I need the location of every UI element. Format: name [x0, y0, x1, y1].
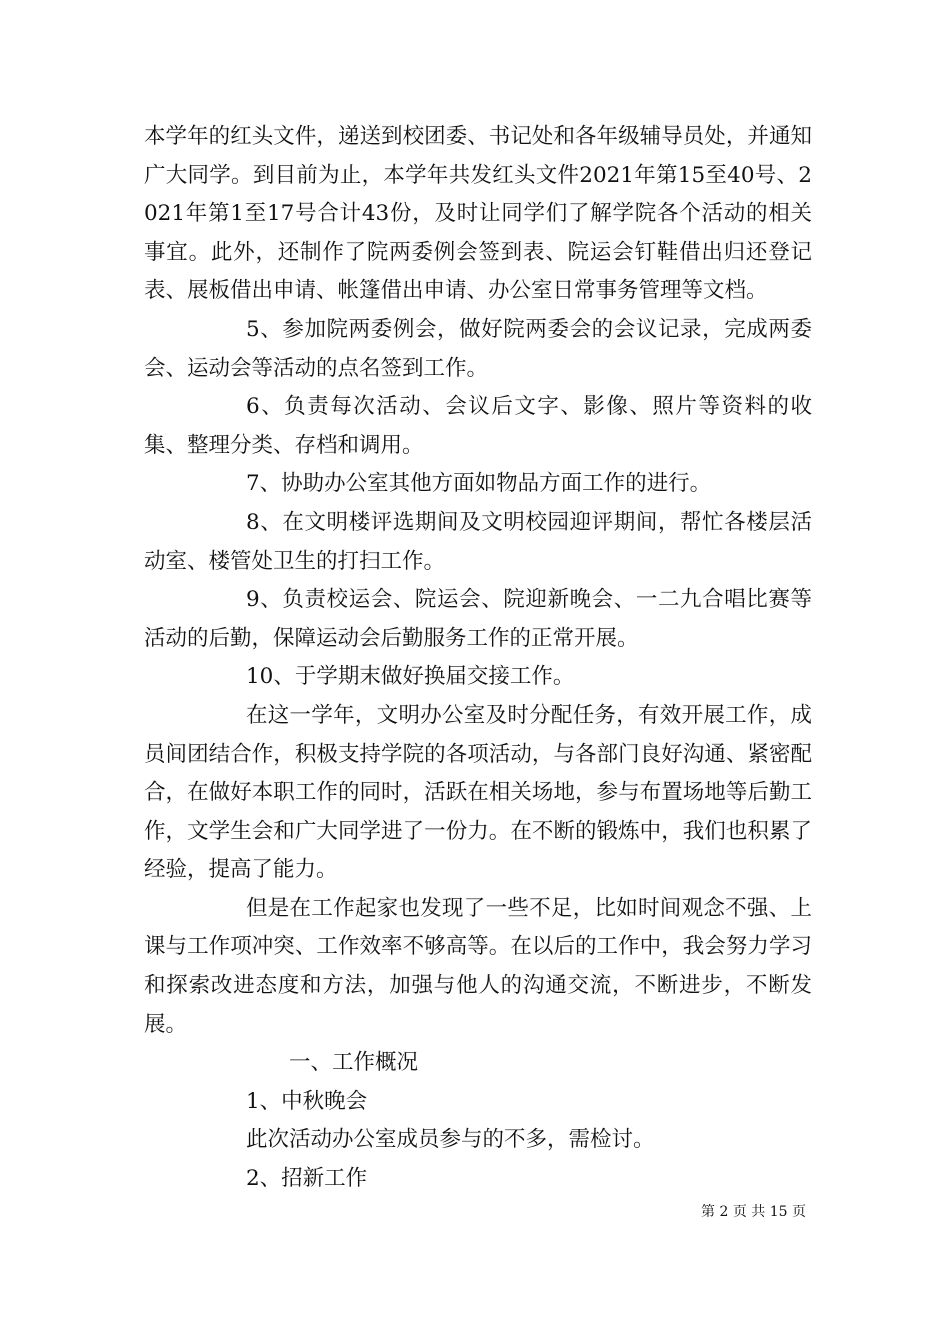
paragraph-shortcomings: 但是在工作起家也发现了一些不足，比如时间观念不强、上课与工作项冲突、工作效率不够高等。在以后的工作中，我会努力学习和探索改进态度和方法，加强与他人的沟通交流，不断进步，不断发展。 — [144, 895, 812, 1037]
paragraph-summary: 在这一学年，文明办公室及时分配任务，有效开展工作，成员间团结合作，积极支持学院的各项活动，与各部门良好沟通、紧密配合，在做好本职工作的同时，活跃在相关场地，参与布置场地等后勤工作，文学生会和广大同学进了一份力。在不断的锻炼中，我们也积累了经验，提高了能力。 — [144, 702, 812, 883]
paragraph-item-6: 6、负责每次活动、会议后文字、影像、照片等资料的收集、整理分类、存档和调用。 — [144, 394, 812, 458]
paragraph-continuation: 本学年的红头文件，递送到校团委、书记处和各年级辅导员处，并通知广大同学。到目前为止，本学年共发红头文件2021年第15至40号、2021年第1至17号合计43份，及时让同学们了解学院各个活动的相关事宜。此外，还制作了院两委例会签到表、院运会钉鞋借出归还登记表、展板借出申请、帐篷借出申请、办公室日常事务管理等文档。 — [144, 124, 812, 304]
section-heading-overview: 一、工作概况 — [289, 1050, 419, 1076]
subheading-recruitment: 2、招新工作 — [246, 1166, 368, 1192]
paragraph-item-10: 10、于学期末做好换届交接工作。 — [246, 664, 575, 690]
paragraph-mid-autumn-note: 此次活动办公室成员参与的不多，需检讨。 — [246, 1127, 655, 1153]
paragraph-item-7: 7、协助办公室其他方面如物品方面工作的进行。 — [246, 471, 712, 497]
document-body — [144, 118, 812, 1199]
paragraph-item-8: 8、在文明楼评选期间及文明校园迎评期间，帮忙各楼层活动室、楼管处卫生的打扫工作。 — [144, 509, 812, 574]
subheading-mid-autumn-gala: 1、中秋晚会 — [246, 1088, 368, 1114]
paragraph-item-5: 5、参加院两委例会，做好院两委会的会议记录，完成两委会、运动会等活动的点名签到工作。 — [144, 316, 812, 381]
page-number-footer: 第 2 页 共 15 页 — [701, 1204, 806, 1220]
paragraph-item-9: 9、负责校运会、院运会、院迎新晚会、一二九合唱比赛等活动的后勤，保障运动会后勤服务工作的正常开展。 — [144, 587, 812, 651]
